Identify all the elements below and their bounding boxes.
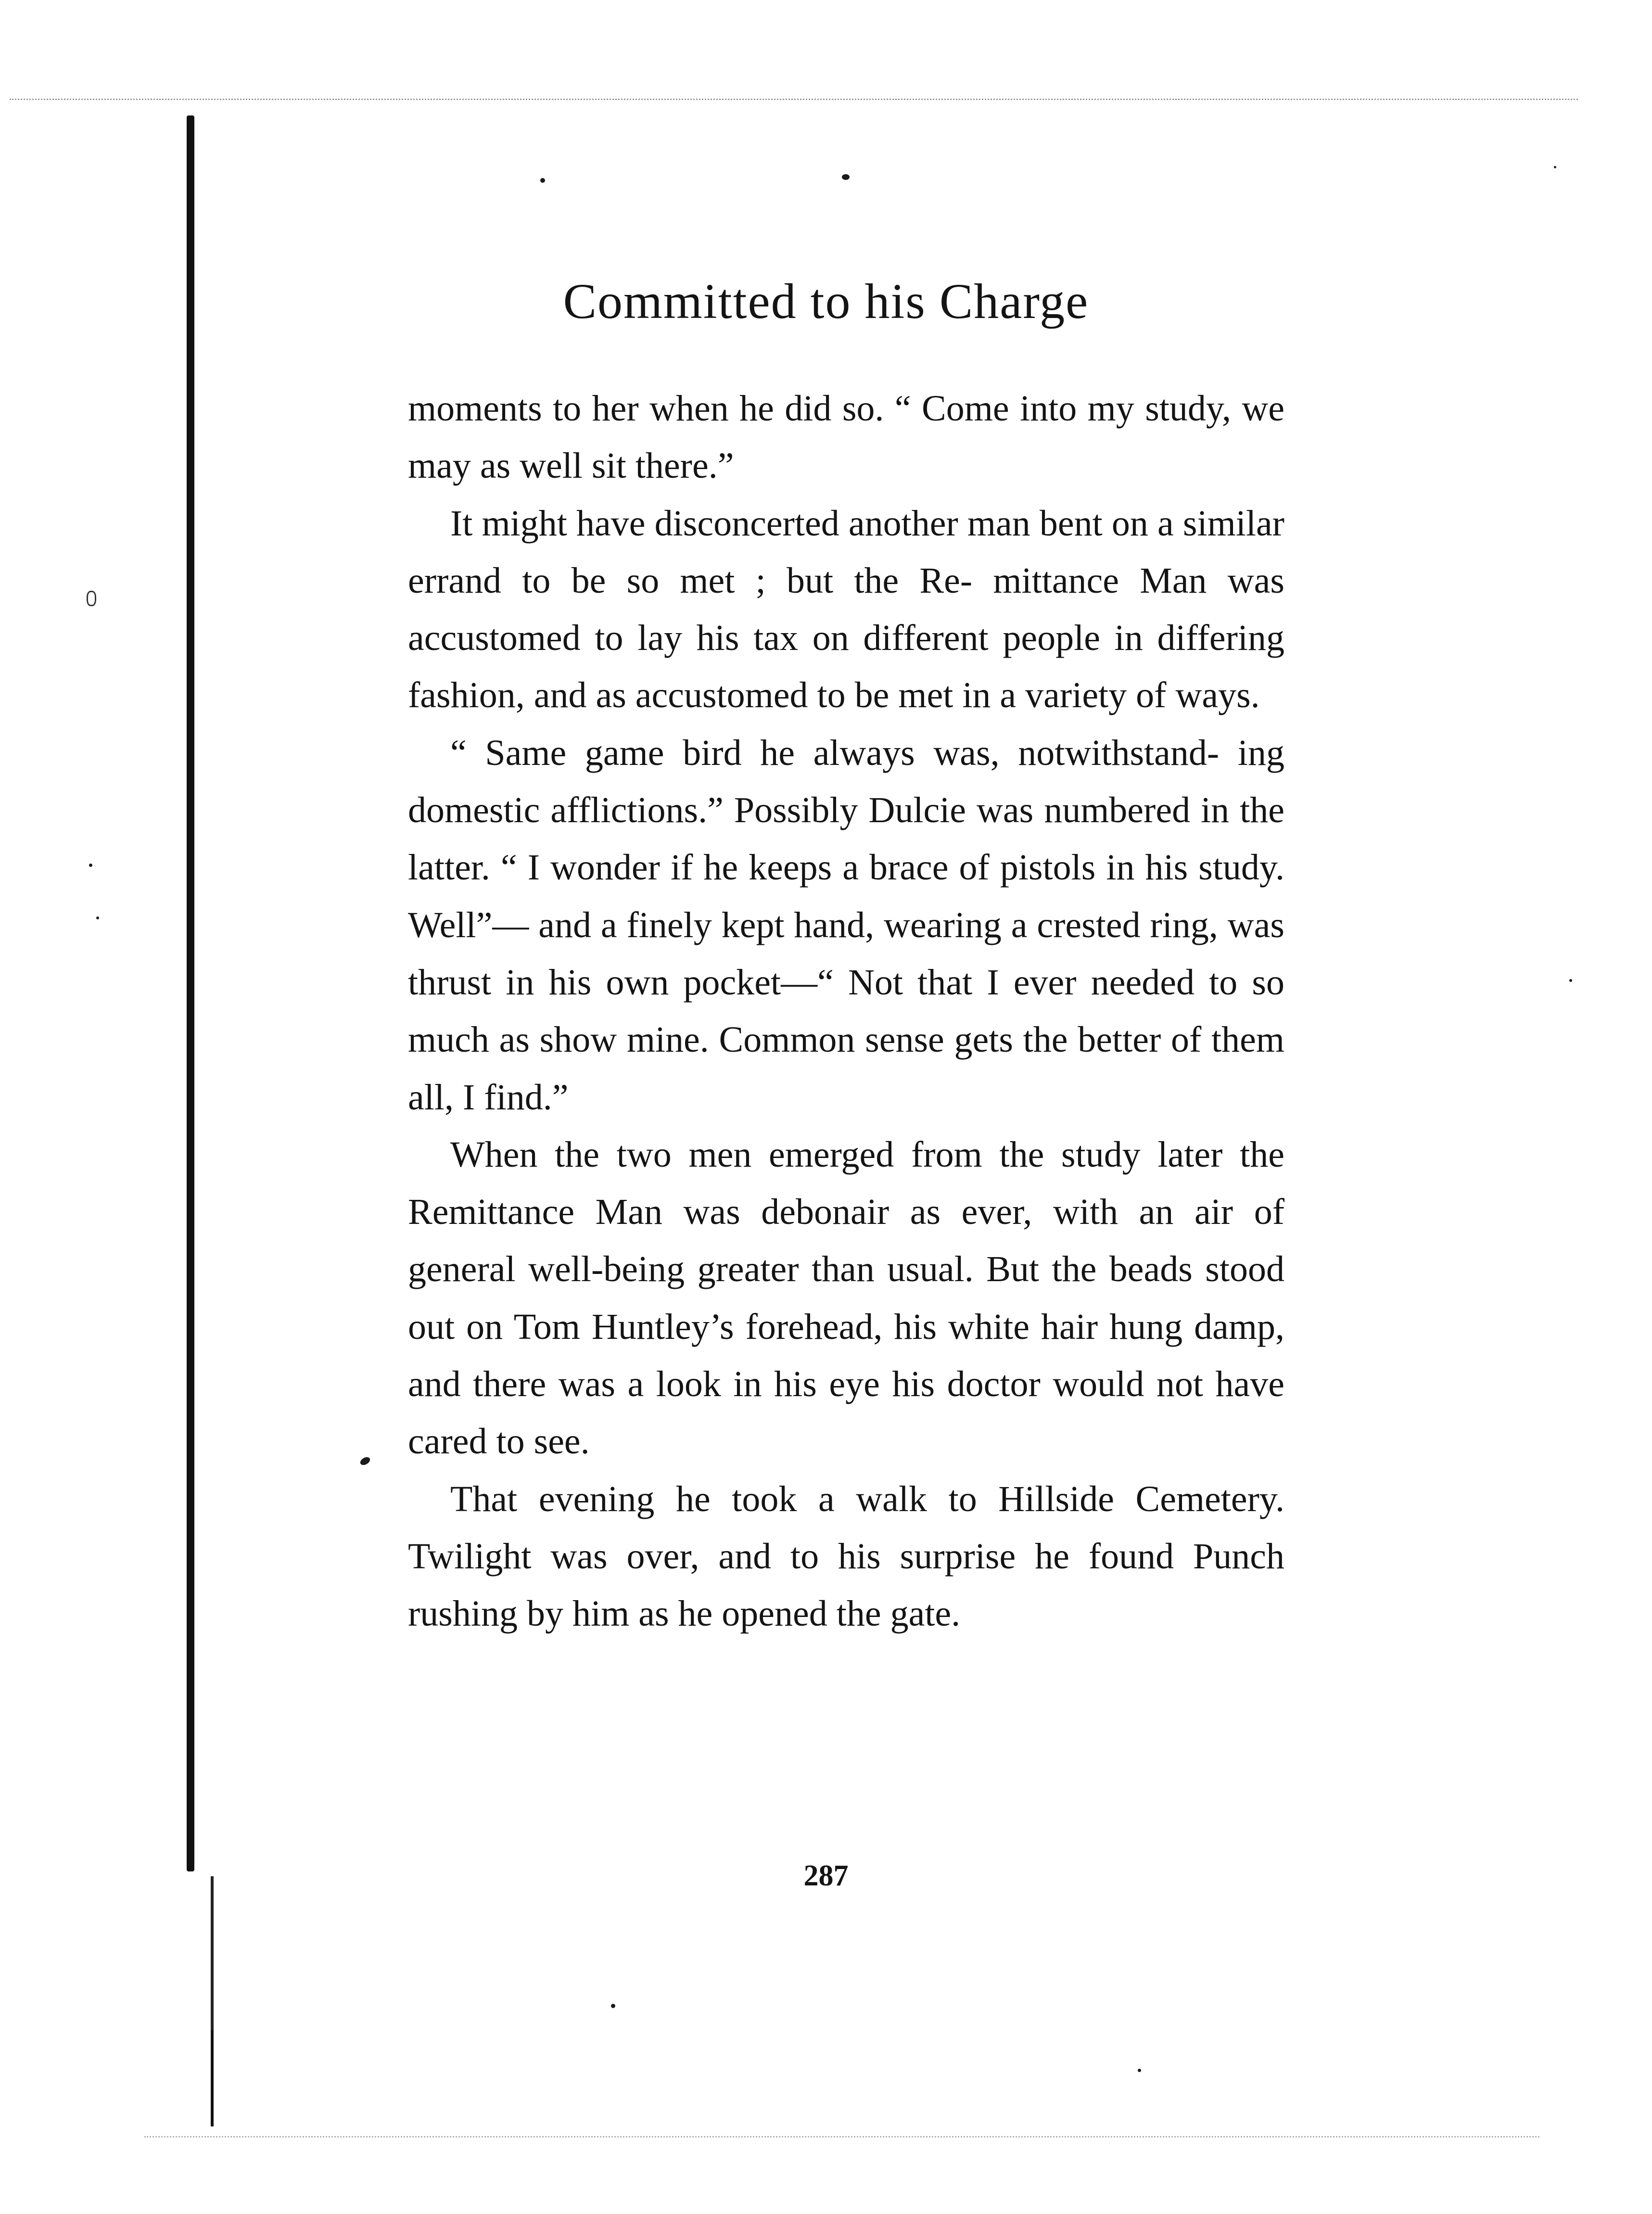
paragraph: “ Same game bird he always was, notwithstand- ing domestic afflictions.” Possibly Dulcie was numbered in the latter. “ I wonder if he keeps a brace of pistols in his study. Well”— and a finely kept hand, wearing a crested ring, was thrust in his own pocket—“ Not that I ever needed to so much as show mine. Common sense gets the better of them all, I find.” <box>408 732 1284 1118</box>
scan-speck <box>89 864 92 867</box>
paragraph: That evening he took a walk to Hillside Cemetery. Twilight was over, and to his surprise he found Punch rushing by him as he opened the gate. <box>408 1478 1284 1634</box>
scan-edge-bottom <box>144 2136 1539 2138</box>
scan-speck <box>1138 2069 1141 2072</box>
paragraph: When the two men emerged from the study later the Remittance Man was debonair as ever, with an air of general well-being greater than usual. But the beads stood out on Tom Huntley’s forehead, his white hair hung damp, and there was a look in his eye his doctor would not have cared to see. <box>408 1134 1284 1462</box>
scan-speck <box>540 178 545 183</box>
body-text <box>408 380 1284 1643</box>
scan-speck <box>1554 166 1556 168</box>
paragraph: It might have disconcerted another man bent on a similar errand to be so met ; but the Re- mittance Man was accustomed to lay his tax on different people in differing fashion, and as accustomed to be met in a variety of ways. <box>408 503 1284 716</box>
scan-speck <box>611 2004 615 2008</box>
scan-speck <box>1569 979 1572 982</box>
paragraph: moments to her when he did so. “ Come into my study, we may as well sit there.” <box>408 388 1284 486</box>
binding-edge-lower-dark <box>211 2030 214 2126</box>
page-number: 287 <box>803 1859 849 1892</box>
scan-speck <box>87 591 96 606</box>
scan-speck <box>359 1455 371 1466</box>
scan-speck <box>842 174 850 180</box>
scan-edge-top <box>10 99 1578 100</box>
running-head: Committed to his Charge <box>563 274 1089 329</box>
binding-edge <box>187 115 194 1871</box>
scan-speck <box>96 916 99 919</box>
